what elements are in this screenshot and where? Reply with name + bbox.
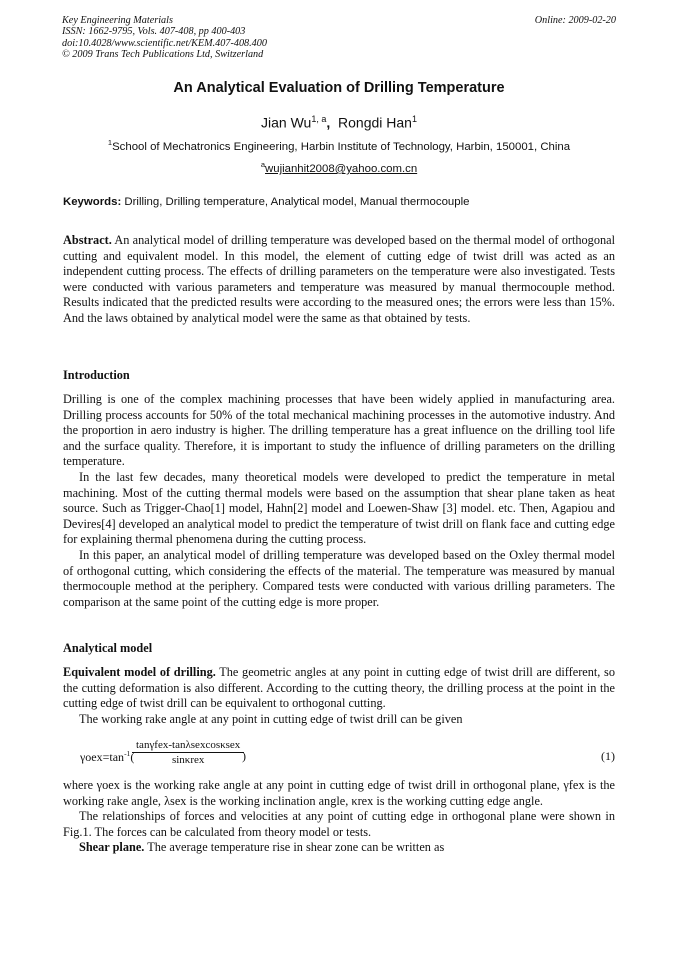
abstract <box>63 233 615 327</box>
equation-1 <box>80 739 615 773</box>
affiliation-superscript: 1 <box>107 138 113 147</box>
paragraph: The geometric angles at any point in cutting edge of twist drill are different, so the cutting deformation is also different. According to the cutting theory, the drilling process at the point in the cutting edge of twist drill can be equivalent to orthogonal cutting. <box>63 665 615 711</box>
paper-title: An Analytical Evaluation of Drilling Temperature <box>173 80 505 96</box>
copyright-line: © 2009 Trans Tech Publications Ltd, Switzerland <box>62 49 264 61</box>
paragraph: where γoex is the working rake angle at any point in cutting edge of twist drill in orthogonal plane, γfex is the working rake angle, λsex is the working inclination angle, κrex is the working cutting edge angle. <box>63 778 615 808</box>
analytical-body-continued <box>63 778 615 856</box>
journal-header <box>62 15 616 61</box>
paragraph: The relationships of forces and velocities at any point of cutting edge in orthogonal plane were shown in Fig.1. The forces can be calculated from theory model or tests. <box>63 809 615 839</box>
email-superscript: a <box>260 160 266 169</box>
paragraph: In this paper, an analytical model of drilling temperature was developed based on the Oxley thermal model of orthogonal cutting, which considering the effects of the material. The temperature was measured by manual thermocouple method at the periphery. Compared tests were conducted with various drilling parameters. The comparison at the same point of the cutting edge is more proper. <box>63 547 615 609</box>
equation-number: (1) <box>601 749 615 763</box>
paragraph: In the last few decades, many theoretical models were developed to predict the temperature in metal machining. Most of the cutting thermal models were based on the assumption that shear plane taken as heat source. Such as Trigger-Chao[1] model, Hahn[2] model and Loewen-Shaw [3] model. etc. Then, Agapiou and Devires[4] developed an analytical model to predict the temperature of twist drill on flank face and cutting edge for explaining thermal phenomena during the cutting process. <box>63 469 615 547</box>
subheading-shear-plane: Shear plane. <box>79 840 145 855</box>
author-superscript: 1, a <box>311 114 327 124</box>
email-link[interactable]: wujianhit2008@yahoo.com.cn <box>265 162 418 175</box>
keywords-label: Keywords: <box>63 196 122 208</box>
author-superscript: 1 <box>411 114 417 124</box>
journal-name: Key Engineering Materials <box>62 15 173 26</box>
subheading-equivalent-model: Equivalent model of drilling. <box>63 665 216 679</box>
author-separator: , <box>326 114 331 131</box>
paragraph: Drilling is one of the complex machining processes that have been widely applied in manufacturing area. Drilling process accounts for 50% of the total mechanical machining processes in the automotive industry. And the proportion in aero industry is higher. The drilling temperature has a great influence on the drilling tool life and the surface quality. Therefore, it is important to study the influence of drilling parameters on the drilling temperature. <box>63 392 615 469</box>
keywords <box>63 196 615 208</box>
issn-line: ISSN: 1662-9795, Vols. 407-408, pp 400-403 <box>62 26 246 38</box>
keywords-text: Drilling, Drilling temperature, Analytical model, Manual thermocouple <box>124 196 470 208</box>
paragraph: The working rake angle at any point in cutting edge of twist drill can be given <box>79 711 463 726</box>
author-name: Rongdi Han <box>338 114 412 131</box>
equation-numerator: tanγfex-tanλsexcosκsex <box>132 739 244 753</box>
affiliation-text: School of Mechatronics Engineering, Harbin Institute of Technology, Harbin, 150001, China <box>112 140 571 153</box>
email-line <box>0 160 678 175</box>
online-date: Online: 2009-02-20 <box>534 15 616 26</box>
equation-close-paren: ) <box>242 749 246 763</box>
equation-denominator: sinκrex <box>171 754 205 766</box>
doi-line: doi:10.4028/www.scientific.net/KEM.407-408.400 <box>62 37 267 49</box>
author-list <box>0 114 678 131</box>
equation-fraction <box>132 739 244 766</box>
abstract-text: An analytical model of drilling temperature was developed based on the thermal model of orthogonal cutting and equivalent model. In this model, the element of cutting edge of twist drill was acted as an independent cutting process. The effects of drilling parameters on the temperature were also investigated. Tests were conducted with various parameters and temperature was measured by manual thermocouple method. Results indicated that the predicted results were according to the measured ones; the errors were less than 15%. And the laws obtained by analytical model were the same as that obtained by tests. <box>63 233 615 325</box>
equation-lhs: $\gamma oex=\tan^{-1}$( <box>80 749 135 764</box>
analytical-body <box>63 665 615 727</box>
abstract-label: Abstract. <box>63 233 112 247</box>
introduction-body <box>63 392 615 610</box>
section-heading-analytical-model: Analytical model <box>63 641 153 655</box>
paragraph: The average temperature rise in shear zone can be written as <box>147 840 445 855</box>
author-name: Jian Wu <box>261 114 312 131</box>
affiliation <box>0 138 678 153</box>
section-heading-introduction: Introduction <box>63 368 130 382</box>
